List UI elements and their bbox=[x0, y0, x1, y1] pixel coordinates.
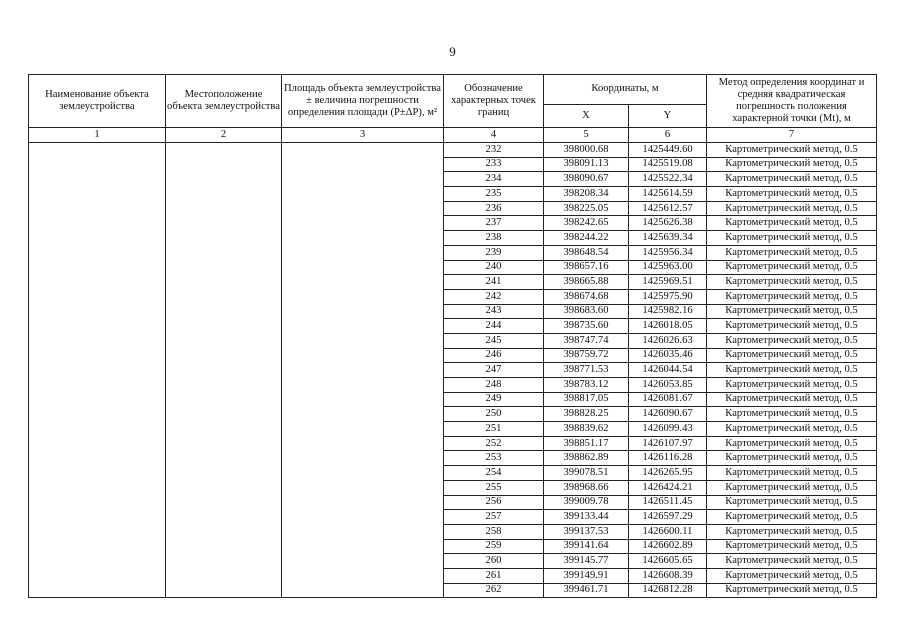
location-cell bbox=[166, 143, 282, 598]
point-cell: 254 bbox=[444, 466, 544, 481]
y-coordinate-cell: 1426605.65 bbox=[629, 554, 707, 569]
x-coordinate-cell: 398208.34 bbox=[544, 187, 629, 202]
column-number: 6 bbox=[629, 128, 707, 143]
x-coordinate-cell: 398759.72 bbox=[544, 348, 629, 363]
method-cell: Картометрический метод, 0.5 bbox=[707, 436, 877, 451]
point-cell: 247 bbox=[444, 363, 544, 378]
y-coordinate-cell: 1426511.45 bbox=[629, 495, 707, 510]
point-cell: 237 bbox=[444, 216, 544, 231]
y-coordinate-cell: 1426602.89 bbox=[629, 539, 707, 554]
method-cell: Картометрический метод, 0.5 bbox=[707, 378, 877, 393]
method-cell: Картометрический метод, 0.5 bbox=[707, 260, 877, 275]
y-coordinate-cell: 1426107.97 bbox=[629, 436, 707, 451]
x-coordinate-cell: 398747.74 bbox=[544, 333, 629, 348]
x-coordinate-cell: 398735.60 bbox=[544, 319, 629, 334]
point-cell: 240 bbox=[444, 260, 544, 275]
y-coordinate-cell: 1426081.67 bbox=[629, 392, 707, 407]
x-coordinate-cell: 398817.05 bbox=[544, 392, 629, 407]
point-cell: 234 bbox=[444, 172, 544, 187]
x-coordinate-cell: 399149.91 bbox=[544, 568, 629, 583]
point-cell: 262 bbox=[444, 583, 544, 598]
x-coordinate-cell: 399137.53 bbox=[544, 524, 629, 539]
x-coordinate-cell: 398091.13 bbox=[544, 157, 629, 172]
method-cell: Картометрический метод, 0.5 bbox=[707, 348, 877, 363]
point-cell: 249 bbox=[444, 392, 544, 407]
point-cell: 246 bbox=[444, 348, 544, 363]
y-coordinate-cell: 1426600.11 bbox=[629, 524, 707, 539]
point-cell: 245 bbox=[444, 333, 544, 348]
x-coordinate-cell: 398771.53 bbox=[544, 363, 629, 378]
point-cell: 243 bbox=[444, 304, 544, 319]
point-cell: 232 bbox=[444, 143, 544, 158]
y-coordinate-cell: 1426099.43 bbox=[629, 422, 707, 437]
area-cell bbox=[282, 143, 444, 598]
y-coordinate-cell: 1425975.90 bbox=[629, 289, 707, 304]
point-cell: 250 bbox=[444, 407, 544, 422]
x-coordinate-cell: 398648.54 bbox=[544, 245, 629, 260]
coordinates-table bbox=[28, 74, 877, 598]
y-coordinate-cell: 1425449.60 bbox=[629, 143, 707, 158]
point-cell: 251 bbox=[444, 422, 544, 437]
header-location: Местоположение объекта землеустройства bbox=[166, 75, 282, 128]
method-cell: Картометрический метод, 0.5 bbox=[707, 172, 877, 187]
point-cell: 258 bbox=[444, 524, 544, 539]
y-coordinate-cell: 1426608.39 bbox=[629, 568, 707, 583]
y-coordinate-cell: 1426053.85 bbox=[629, 378, 707, 393]
y-coordinate-cell: 1426116.28 bbox=[629, 451, 707, 466]
header-object-name: Наименование объекта землеустройства bbox=[29, 75, 166, 128]
method-cell: Картометрический метод, 0.5 bbox=[707, 510, 877, 525]
x-coordinate-cell: 398000.68 bbox=[544, 143, 629, 158]
y-coordinate-cell: 1425519.08 bbox=[629, 157, 707, 172]
method-cell: Картометрический метод, 0.5 bbox=[707, 289, 877, 304]
point-cell: 259 bbox=[444, 539, 544, 554]
column-number: 1 bbox=[29, 128, 166, 143]
column-number: 3 bbox=[282, 128, 444, 143]
column-number: 7 bbox=[707, 128, 877, 143]
point-cell: 236 bbox=[444, 201, 544, 216]
y-coordinate-cell: 1425969.51 bbox=[629, 275, 707, 290]
table-row bbox=[29, 143, 877, 158]
y-coordinate-cell: 1425639.34 bbox=[629, 231, 707, 246]
x-coordinate-cell: 399145.77 bbox=[544, 554, 629, 569]
point-cell: 248 bbox=[444, 378, 544, 393]
y-coordinate-cell: 1426044.54 bbox=[629, 363, 707, 378]
x-coordinate-cell: 398851.17 bbox=[544, 436, 629, 451]
page-number: 9 bbox=[449, 44, 456, 59]
method-cell: Картометрический метод, 0.5 bbox=[707, 480, 877, 495]
header-area: Площадь объекта землеустройства ± величина погрешности определения площади (P±ΔP), м² bbox=[282, 75, 444, 128]
x-coordinate-cell: 398839.62 bbox=[544, 422, 629, 437]
method-cell: Картометрический метод, 0.5 bbox=[707, 319, 877, 334]
header-y: Y bbox=[629, 105, 707, 128]
point-cell: 255 bbox=[444, 480, 544, 495]
y-coordinate-cell: 1426035.46 bbox=[629, 348, 707, 363]
point-cell: 239 bbox=[444, 245, 544, 260]
point-cell: 233 bbox=[444, 157, 544, 172]
x-coordinate-cell: 398828.25 bbox=[544, 407, 629, 422]
y-coordinate-cell: 1426090.67 bbox=[629, 407, 707, 422]
x-coordinate-cell: 399009.78 bbox=[544, 495, 629, 510]
y-coordinate-cell: 1426265.95 bbox=[629, 466, 707, 481]
x-coordinate-cell: 399461.71 bbox=[544, 583, 629, 598]
method-cell: Картометрический метод, 0.5 bbox=[707, 466, 877, 481]
method-cell: Картометрический метод, 0.5 bbox=[707, 304, 877, 319]
y-coordinate-cell: 1425956.34 bbox=[629, 245, 707, 260]
object-name-cell bbox=[29, 143, 166, 598]
y-coordinate-cell: 1426026.63 bbox=[629, 333, 707, 348]
x-coordinate-cell: 398244.22 bbox=[544, 231, 629, 246]
method-cell: Картометрический метод, 0.5 bbox=[707, 422, 877, 437]
column-number: 4 bbox=[444, 128, 544, 143]
method-cell: Картометрический метод, 0.5 bbox=[707, 392, 877, 407]
method-cell: Картометрический метод, 0.5 bbox=[707, 216, 877, 231]
point-cell: 241 bbox=[444, 275, 544, 290]
method-cell: Картометрический метод, 0.5 bbox=[707, 333, 877, 348]
table-header bbox=[29, 75, 877, 143]
x-coordinate-cell: 398242.65 bbox=[544, 216, 629, 231]
table-body bbox=[29, 143, 877, 598]
x-coordinate-cell: 399078.51 bbox=[544, 466, 629, 481]
y-coordinate-cell: 1426018.05 bbox=[629, 319, 707, 334]
method-cell: Картометрический метод, 0.5 bbox=[707, 554, 877, 569]
x-coordinate-cell: 398225.05 bbox=[544, 201, 629, 216]
column-number: 2 bbox=[166, 128, 282, 143]
x-coordinate-cell: 398968.66 bbox=[544, 480, 629, 495]
method-cell: Картометрический метод, 0.5 bbox=[707, 187, 877, 202]
method-cell: Картометрический метод, 0.5 bbox=[707, 568, 877, 583]
x-coordinate-cell: 399133.44 bbox=[544, 510, 629, 525]
header-method: Метод определения координат и средняя квадратическая погрешность положения характерной точки (Mt), м bbox=[707, 75, 877, 128]
point-cell: 260 bbox=[444, 554, 544, 569]
header-coordinates: Координаты, м bbox=[544, 75, 707, 105]
y-coordinate-cell: 1425963.00 bbox=[629, 260, 707, 275]
method-cell: Картометрический метод, 0.5 bbox=[707, 451, 877, 466]
x-coordinate-cell: 398090.67 bbox=[544, 172, 629, 187]
method-cell: Картометрический метод, 0.5 bbox=[707, 583, 877, 598]
point-cell: 252 bbox=[444, 436, 544, 451]
header-point-designation: Обозначение характерных точек границ bbox=[444, 75, 544, 128]
point-cell: 253 bbox=[444, 451, 544, 466]
method-cell: Картометрический метод, 0.5 bbox=[707, 275, 877, 290]
column-numbers-row bbox=[29, 128, 877, 143]
method-cell: Картометрический метод, 0.5 bbox=[707, 143, 877, 158]
x-coordinate-cell: 398674.68 bbox=[544, 289, 629, 304]
method-cell: Картометрический метод, 0.5 bbox=[707, 407, 877, 422]
y-coordinate-cell: 1425612.57 bbox=[629, 201, 707, 216]
y-coordinate-cell: 1426424.21 bbox=[629, 480, 707, 495]
point-cell: 242 bbox=[444, 289, 544, 304]
method-cell: Картометрический метод, 0.5 bbox=[707, 245, 877, 260]
x-coordinate-cell: 398665.88 bbox=[544, 275, 629, 290]
method-cell: Картометрический метод, 0.5 bbox=[707, 495, 877, 510]
y-coordinate-cell: 1425982.16 bbox=[629, 304, 707, 319]
point-cell: 238 bbox=[444, 231, 544, 246]
x-coordinate-cell: 398862.89 bbox=[544, 451, 629, 466]
method-cell: Картометрический метод, 0.5 bbox=[707, 539, 877, 554]
point-cell: 235 bbox=[444, 187, 544, 202]
y-coordinate-cell: 1425522.34 bbox=[629, 172, 707, 187]
x-coordinate-cell: 398683.60 bbox=[544, 304, 629, 319]
x-coordinate-cell: 398657.16 bbox=[544, 260, 629, 275]
point-cell: 257 bbox=[444, 510, 544, 525]
y-coordinate-cell: 1426812.28 bbox=[629, 583, 707, 598]
x-coordinate-cell: 398783.12 bbox=[544, 378, 629, 393]
y-coordinate-cell: 1426597.29 bbox=[629, 510, 707, 525]
point-cell: 244 bbox=[444, 319, 544, 334]
column-number: 5 bbox=[544, 128, 629, 143]
point-cell: 256 bbox=[444, 495, 544, 510]
y-coordinate-cell: 1425614.59 bbox=[629, 187, 707, 202]
method-cell: Картометрический метод, 0.5 bbox=[707, 157, 877, 172]
method-cell: Картометрический метод, 0.5 bbox=[707, 524, 877, 539]
x-coordinate-cell: 399141.64 bbox=[544, 539, 629, 554]
method-cell: Картометрический метод, 0.5 bbox=[707, 363, 877, 378]
method-cell: Картометрический метод, 0.5 bbox=[707, 201, 877, 216]
header-x: X bbox=[544, 105, 629, 128]
point-cell: 261 bbox=[444, 568, 544, 583]
y-coordinate-cell: 1425626.38 bbox=[629, 216, 707, 231]
method-cell: Картометрический метод, 0.5 bbox=[707, 231, 877, 246]
